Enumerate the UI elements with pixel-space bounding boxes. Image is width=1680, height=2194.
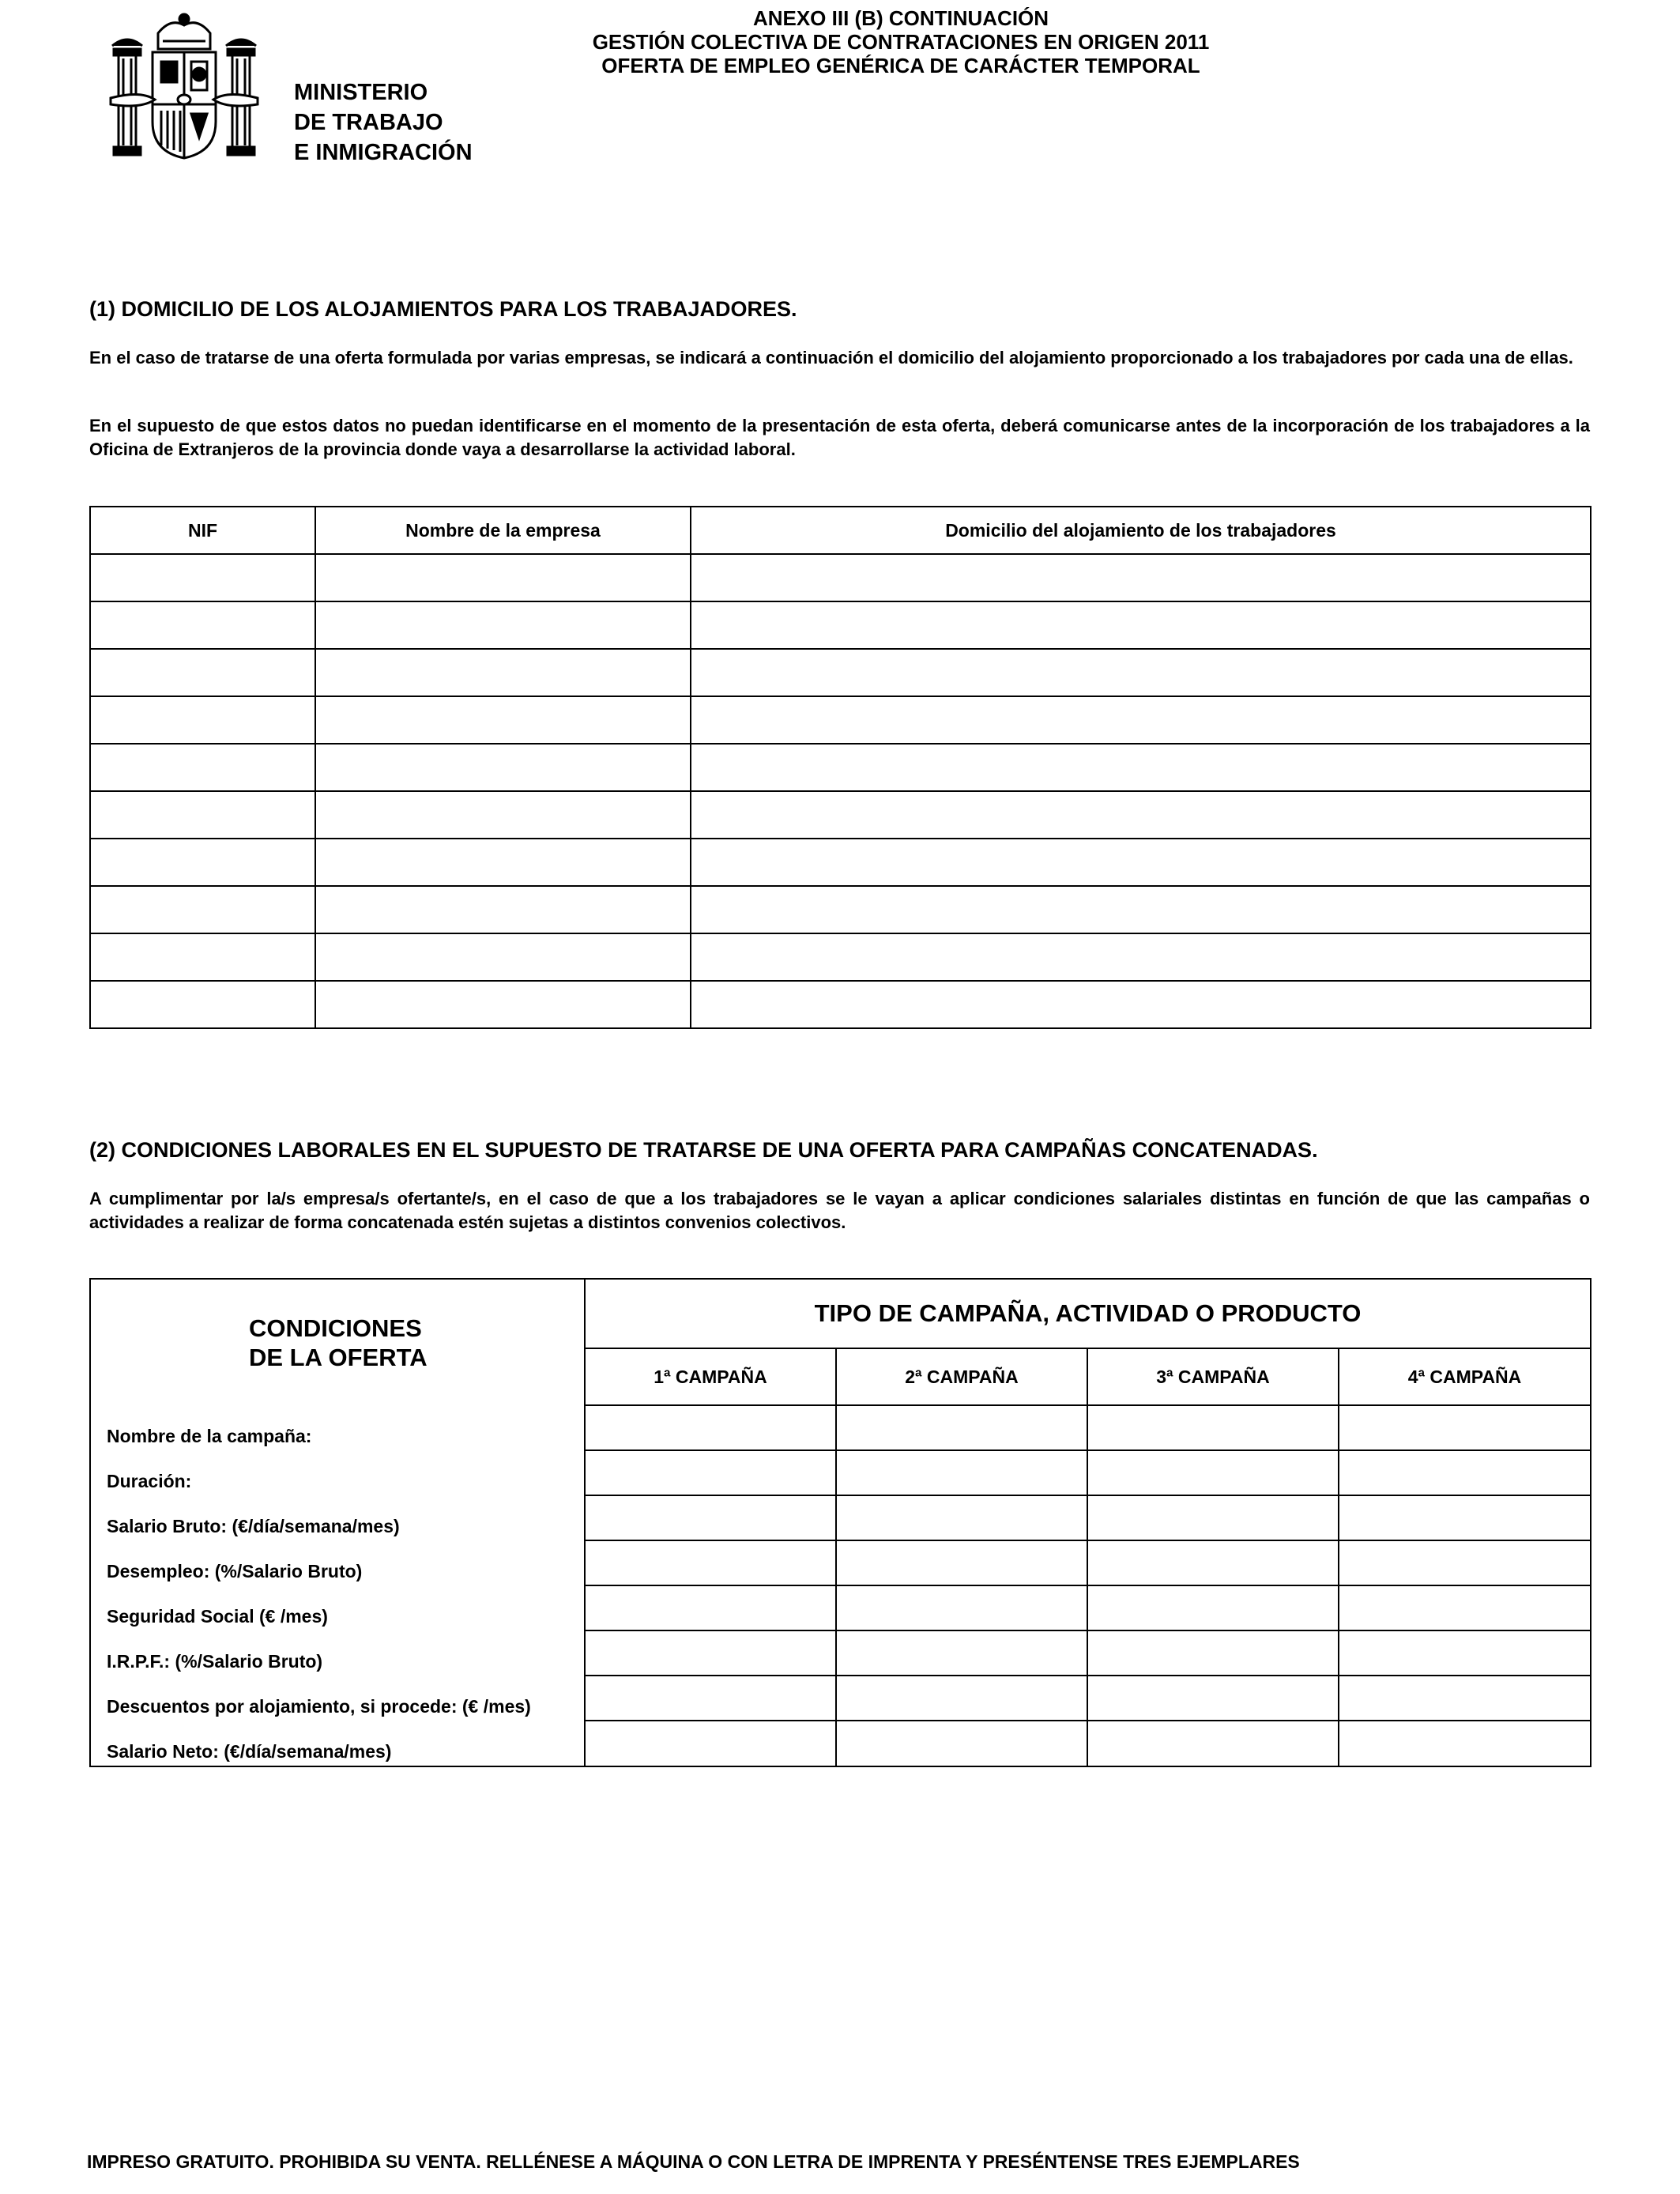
company-name-cell[interactable] [315,933,691,981]
campaign-header-2: 2ª CAMPAÑA [836,1348,1087,1405]
table-row [90,981,1591,1028]
table-row [90,791,1591,839]
condition-label: Desempleo: (%/Salario Bruto) [90,1540,585,1585]
accommodation-address-cell[interactable] [691,839,1591,886]
nif-cell[interactable] [90,554,315,601]
conditions-header-row [90,1279,1591,1348]
campaign-value-cell[interactable] [1339,1630,1591,1676]
table-row [90,886,1591,933]
campaign-value-cell[interactable] [585,1540,836,1585]
campaign-value-cell[interactable] [1087,1405,1339,1450]
nif-cell[interactable] [90,791,315,839]
table-row [90,744,1591,791]
company-name-cell[interactable] [315,839,691,886]
column-header-company-name: Nombre de la empresa [315,507,691,554]
conditions-row [90,1405,1591,1450]
campaign-value-cell[interactable] [1087,1721,1339,1766]
section-2-title: (2) CONDICIONES LABORALES EN EL SUPUESTO DE TRATARSE DE UNA OFERTA PARA CAMPAÑAS CONCATENADAS. [89,1138,1318,1162]
section-1-paragraph-1: En el caso de tratarse de una oferta formulada por varias empresas, se indicará a continuación el domicilio del alojamiento proporcionado a los trabajadores por cada una de ellas. [89,348,1573,368]
section-1-paragraph-2: En el supuesto de que estos datos no puedan identificarse en el momento de la presentación de esta oferta, deberá comunicarse antes de la incorporación de los trabajadores a la Oficina de Extranjeros de la provincia donde vaya a desarrollarse la actividad laboral. [89,416,1590,459]
conditions-header-line-1: CONDICIONES [249,1314,422,1342]
coat-of-arms-icon [109,11,259,165]
campaign-value-cell[interactable] [585,1450,836,1495]
section-1-title: (1) DOMICILIO DE LOS ALOJAMIENTOS PARA LOS TRABAJADORES. [89,297,797,321]
conditions-header-line-2: DE LA OFERTA [249,1343,428,1371]
company-name-cell[interactable] [315,554,691,601]
accommodation-address-cell[interactable] [691,791,1591,839]
campaign-header-3: 3ª CAMPAÑA [1087,1348,1339,1405]
section-2-paragraph: A cumplimentar por la/s empresa/s ofertante/s, en el caso de que a los trabajadores se le vayan a aplicar condiciones salariales distintas en función de que las campañas o actividades a realizar de forma concatenada estén sujetas a distintos convenios colectivos. [89,1189,1590,1232]
campaign-value-cell[interactable] [585,1405,836,1450]
footer-notice: IMPRESO GRATUITO. PROHIBIDA SU VENTA. RELLÉNESE A MÁQUINA O CON LETRA DE IMPRENTA Y PRESÉNTENSE TRES EJEMPLARES [87,2151,1300,2172]
campaign-value-cell[interactable] [1087,1450,1339,1495]
company-name-cell[interactable] [315,744,691,791]
company-name-cell[interactable] [315,601,691,649]
accommodation-address-cell[interactable] [691,554,1591,601]
title-line-2: GESTIÓN COLECTIVA DE CONTRATACIONES EN ORIGEN 2011 [592,30,1210,54]
accommodation-address-cell[interactable] [691,933,1591,981]
campaign-value-cell[interactable] [836,1630,1087,1676]
company-name-cell[interactable] [315,649,691,696]
campaign-value-cell[interactable] [1339,1450,1591,1495]
ministry-line-3: E INMIGRACIÓN [294,140,473,165]
table-row [90,696,1591,744]
campaign-value-cell[interactable] [585,1495,836,1540]
table-row [90,554,1591,601]
campaign-value-cell[interactable] [1087,1495,1339,1540]
campaign-value-cell[interactable] [1339,1405,1591,1450]
campaign-value-cell[interactable] [836,1495,1087,1540]
title-line-3: OFERTA DE EMPLEO GENÉRICA DE CARÁCTER TEMPORAL [601,54,1200,77]
campaign-value-cell[interactable] [836,1405,1087,1450]
nif-cell[interactable] [90,933,315,981]
conditions-row [90,1721,1591,1766]
conditions-row [90,1495,1591,1540]
campaign-header-4: 4ª CAMPAÑA [1339,1348,1591,1405]
nif-cell[interactable] [90,649,315,696]
ministry-name [294,77,473,168]
nif-cell[interactable] [90,981,315,1028]
condition-label: Seguridad Social (€ /mes) [90,1585,585,1630]
campaign-value-cell[interactable] [1087,1630,1339,1676]
column-header-nif: NIF [90,507,315,554]
condition-label: Descuentos por alojamiento, si procede: (€ /mes) [90,1676,585,1721]
campaign-value-cell[interactable] [585,1676,836,1721]
accommodation-address-cell[interactable] [691,981,1591,1028]
accommodation-address-cell[interactable] [691,696,1591,744]
table-row [90,601,1591,649]
company-name-cell[interactable] [315,981,691,1028]
conditions-header [90,1279,585,1405]
table-row [90,649,1591,696]
campaign-type-header: TIPO DE CAMPAÑA, ACTIVIDAD O PRODUCTO [585,1279,1591,1348]
conditions-row [90,1630,1591,1676]
document-title [443,6,1359,77]
campaign-value-cell[interactable] [1339,1540,1591,1585]
table-row [90,933,1591,981]
nif-cell[interactable] [90,744,315,791]
campaign-value-cell[interactable] [585,1630,836,1676]
accommodation-address-cell[interactable] [691,886,1591,933]
conditions-row [90,1450,1591,1495]
nif-cell[interactable] [90,601,315,649]
campaign-value-cell[interactable] [836,1540,1087,1585]
condition-label: Duración: [90,1450,585,1495]
conditions-row [90,1585,1591,1630]
conditions-row [90,1540,1591,1585]
campaign-value-cell[interactable] [585,1585,836,1630]
campaign-value-cell[interactable] [1087,1540,1339,1585]
accommodation-address-cell[interactable] [691,649,1591,696]
campaign-value-cell[interactable] [1339,1676,1591,1721]
condition-label: Salario Bruto: (€/día/semana/mes) [90,1495,585,1540]
column-header-accommodation-address: Domicilio del alojamiento de los trabajadores [691,507,1591,554]
accommodation-table [89,506,1591,1029]
campaign-value-cell[interactable] [836,1450,1087,1495]
campaign-value-cell[interactable] [836,1585,1087,1630]
ministry-line-1: MINISTERIO [294,80,428,105]
campaign-value-cell[interactable] [1087,1585,1339,1630]
nif-cell[interactable] [90,886,315,933]
campaign-value-cell[interactable] [1339,1585,1591,1630]
table-header-row [90,507,1591,554]
condition-label: Nombre de la campaña: [90,1405,585,1450]
campaign-value-cell[interactable] [836,1676,1087,1721]
company-name-cell[interactable] [315,791,691,839]
nif-cell[interactable] [90,696,315,744]
campaign-value-cell[interactable] [585,1721,836,1766]
campaign-header-1: 1ª CAMPAÑA [585,1348,836,1405]
table-row [90,839,1591,886]
company-name-cell[interactable] [315,696,691,744]
conditions-row [90,1676,1591,1721]
title-line-1: ANEXO III (B) CONTINUACIÓN [752,6,1049,30]
accommodation-address-cell[interactable] [691,601,1591,649]
condition-label: I.R.P.F.: (%/Salario Bruto) [90,1630,585,1676]
nif-cell[interactable] [90,839,315,886]
campaign-value-cell[interactable] [1087,1676,1339,1721]
campaign-value-cell[interactable] [1339,1495,1591,1540]
accommodation-address-cell[interactable] [691,744,1591,791]
company-name-cell[interactable] [315,886,691,933]
ministry-line-2: DE TRABAJO [294,110,443,135]
condition-label: Salario Neto: (€/día/semana/mes) [90,1721,585,1766]
campaign-value-cell[interactable] [1339,1721,1591,1766]
conditions-table [89,1278,1591,1767]
campaign-value-cell[interactable] [836,1721,1087,1766]
